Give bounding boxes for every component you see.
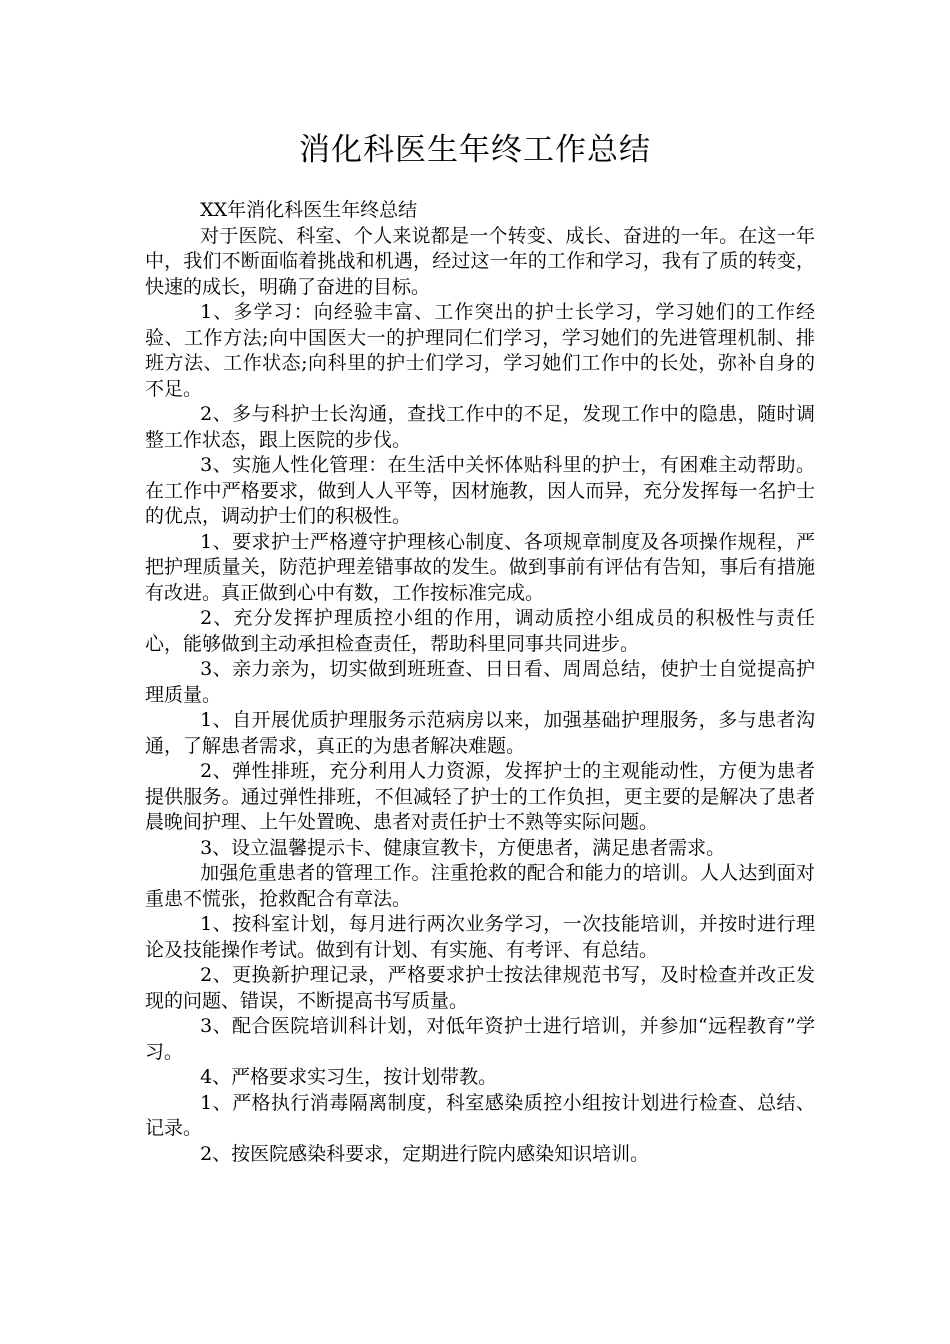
paragraph: 1、多学习：向经验丰富、工作突出的护士长学习，学习她们的工作经验、工作方法;向中国医大一的护理同仁们学习，学习她们的先进管理机制、排班方法、工作状态;向科里的护士们学习，学习她们工作中的长处，弥补自身的不足。 (145, 301, 815, 400)
paragraph: 3、配合医院培训科计划，对低年资护士进行培训，并参加“远程教育”学习。 (145, 1015, 815, 1063)
paragraph: 2、按医院感染科要求，定期进行院内感染知识培训。 (200, 1142, 650, 1165)
paragraph: 2、多与科护士长沟通，查找工作中的不足，发现工作中的隐患，随时调整工作状态，跟上医院的步伐。 (145, 403, 815, 451)
paragraph: 4、严格要求实习生，按计划带教。 (200, 1066, 498, 1088)
paragraph: 对于医院、科室、个人来说都是一个转变、成长、奋进的一年。在这一年中，我们不断面临着挑战和机遇，经过这一年的工作和学习，我有了质的转变，快速的成长，明确了奋进的目标。 (145, 224, 815, 298)
paragraph: 2、更换新护理记录，严格要求护士按法律规范书写，及时检查并改正发现的问题、错误，不断提高书写质量。 (145, 964, 815, 1012)
paragraph: 3、实施人性化管理：在生活中关怀体贴科里的护士，有困难主动帮助。在工作中严格要求，做到人人平等，因材施教，因人而异，充分发挥每一名护士的优点，调动护士们的积极性。 (145, 454, 815, 527)
paragraph: 3、设立温馨提示卡、健康宣教卡，方便患者，满足患者需求。 (200, 836, 726, 859)
paragraph: 1、严格执行消毒隔离制度，科室感染质控小组按计划进行检查、总结、记录。 (145, 1091, 815, 1139)
paragraph: 加强危重患者的管理工作。注重抢救的配合和能力的培训。人人达到面对重患不慌张，抢救配合有章法。 (145, 862, 815, 910)
paragraph: 2、充分发挥护理质控小组的作用，调动质控小组成员的积极性与责任心，能够做到主动承担检查责任，帮助科里同事共同进步。 (145, 607, 815, 655)
paragraph: XX年消化科医生年终总结 (200, 199, 418, 221)
document-title: 消化科医生年终工作总结 (299, 132, 651, 168)
paragraph: 1、按科室计划，每月进行两次业务学习，一次技能培训，并按时进行理论及技能操作考试。做到有计划、有实施、有考评、有总结。 (145, 913, 815, 961)
paragraph: 3、亲力亲为，切实做到班班查、日日看、周周总结，使护士自觉提高护理质量。 (145, 658, 815, 706)
document-body (145, 198, 815, 1167)
paragraph: 1、要求护士严格遵守护理核心制度、各项规章制度及各项操作规程，严把护理质量关，防范护理差错事故的发生。做到事前有评估有告知，事后有措施有改进。真正做到心中有数，工作按标准完成。 (145, 530, 815, 604)
paragraph: 1、自开展优质护理服务示范病房以来，加强基础护理服务，多与患者沟通，了解患者需求，真正的为患者解决难题。 (145, 709, 815, 757)
paragraph: 2、弹性排班，充分利用人力资源，发挥护士的主观能动性，方便为患者提供服务。通过弹性排班，不但减轻了护士的工作负担，更主要的是解决了患者晨晚间护理、上午处置晚、患者对责任护士不熟等实际问题。 (145, 760, 815, 833)
